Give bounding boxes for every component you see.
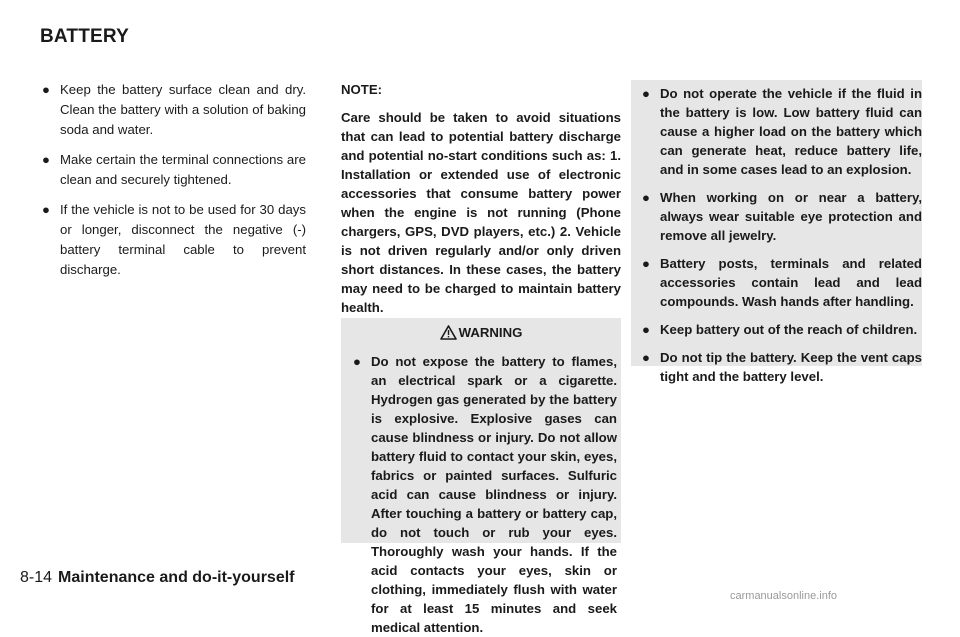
bullet-icon: ● (42, 152, 50, 167)
list-item: ● Do not expose the battery to flames, an electrical spark or a cigarette. Hydrogen gas generated by the battery is explosive. Explosive gases can cause blindness or injury. Do not allow battery fluid to contact your skin, eyes, fabrics or painted surfaces. Sulfuric acid can cause blindness or injury. After touching a battery or battery cap, do not touch or rub your eyes. Thoroughly wash your hands. If the acid contacts your eyes, skin or clothing, immediately flush with water for at least 15 minutes and seek medical attention. (353, 354, 617, 635)
list-item: ● Keep the battery surface clean and dry. Clean the battery with a solution of baking soda and water. (42, 82, 306, 137)
warning-heading (341, 322, 621, 342)
bullet-icon: ● (642, 350, 650, 365)
page-footer (20, 569, 295, 587)
list-item: ● When working on or near a battery, always wear suitable eye protection and remove all jewelry. (642, 190, 922, 243)
bullet-icon: ● (642, 86, 650, 101)
list-item: ● Do not tip the battery. Keep the vent caps tight and the battery level. (642, 350, 922, 384)
column-1 (38, 80, 306, 290)
list-item: ● Keep battery out of the reach of children. (642, 322, 918, 337)
caution-list (638, 80, 922, 386)
bullet-icon: ● (42, 202, 50, 217)
warning-triangle-icon (440, 325, 457, 340)
bullet-icon: ● (353, 354, 361, 369)
list-item: ● Do not operate the vehicle if the fluid in the battery is low. Low battery fluid can cause a higher load on the battery which can generate heat, reduce battery life, and in some cases lead to an explosion. (642, 86, 922, 177)
watermark: carmanualsonline.info (730, 590, 838, 602)
warning-list (349, 352, 617, 637)
bullet-icon: ● (642, 190, 650, 205)
list-item: ● Battery posts, terminals and related accessories contain lead and lead compounds. Wash hands after handling. (642, 256, 922, 309)
page-title: BATTERY (40, 26, 130, 47)
warning-box (341, 318, 621, 635)
page-number: 8-14 (20, 569, 53, 586)
bullet-icon: ● (642, 322, 650, 337)
section-title: Maintenance and do-it-yourself (58, 569, 295, 586)
maintenance-tips-list (38, 80, 306, 280)
bullet-icon: ● (42, 82, 50, 97)
list-item: ● Make certain the terminal connections are clean and securely tightened. (42, 152, 306, 187)
note-section (341, 80, 621, 317)
column-3 (638, 80, 922, 395)
note-text: Care should be taken to avoid situations that can lead to potential battery discharge and potential no-start conditions such as: 1. Installation or extended use of electronic accessories that consume battery power when the engine is not running (Phone chargers, GPS, DVD players, etc.) 2. Vehicle is not driven regularly and/or only driven short distances. In these cases, the battery may need to be charged to maintain battery health. (341, 110, 621, 315)
warning-label: WARNING (458, 325, 523, 340)
note-heading: NOTE: (341, 82, 383, 97)
bullet-icon: ● (642, 256, 650, 271)
list-item: ● If the vehicle is not to be used for 30 days or longer, disconnect the negative (-) battery terminal cable to prevent discharge. (42, 202, 306, 277)
